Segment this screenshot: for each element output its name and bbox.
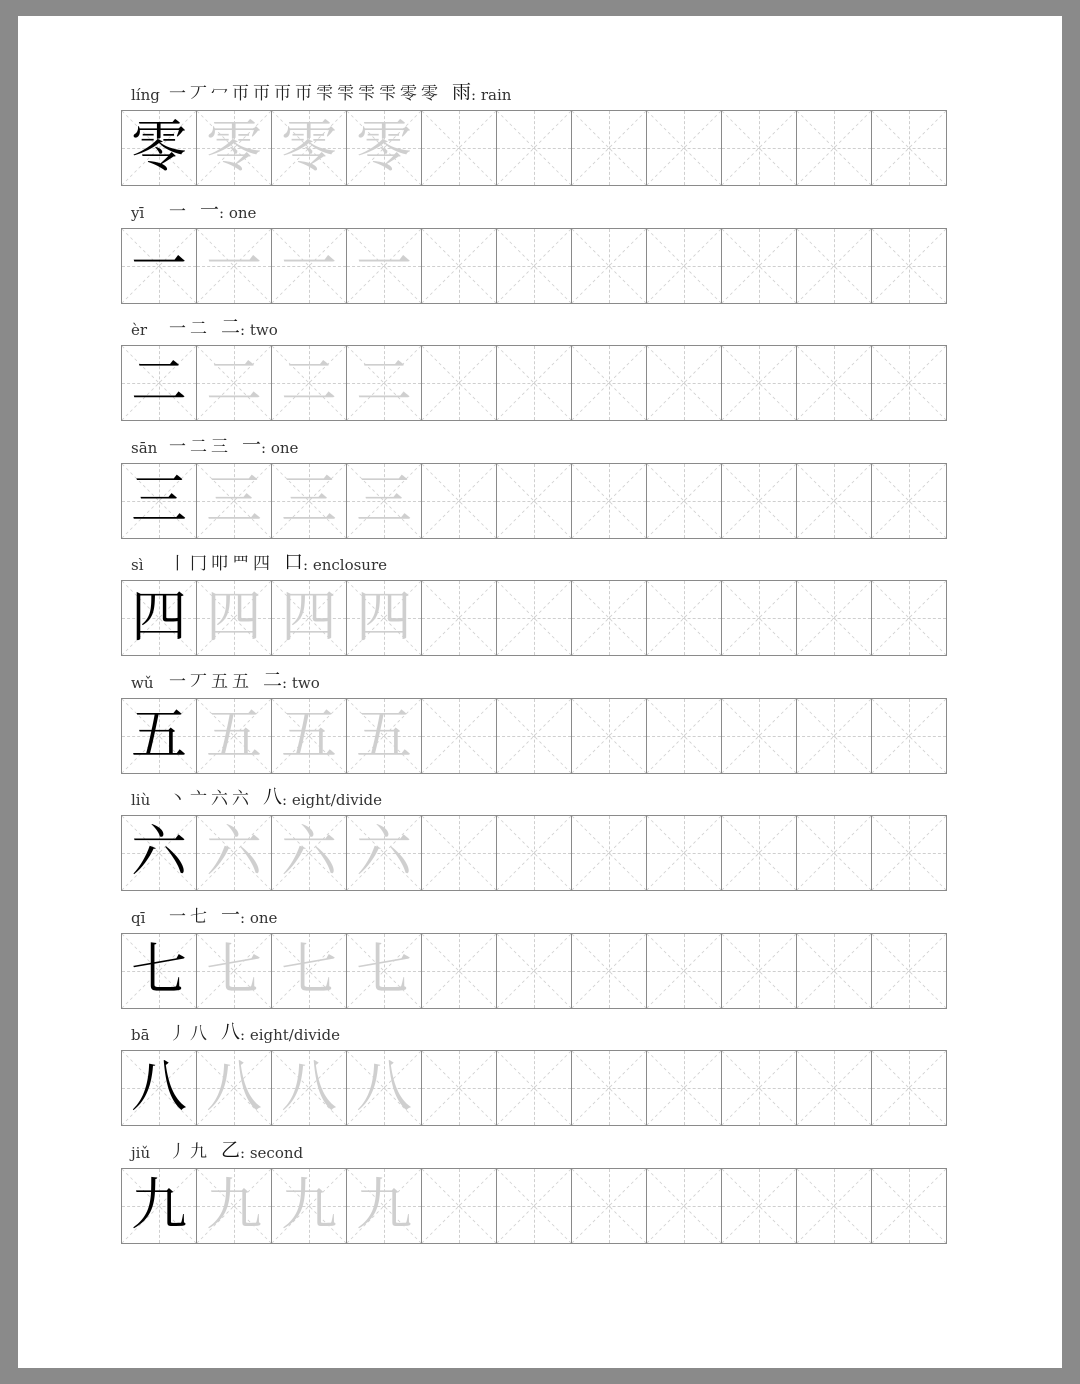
practice-cell[interactable] — [422, 1169, 497, 1243]
practice-cell[interactable] — [872, 1051, 946, 1125]
practice-grid — [121, 110, 947, 186]
radical-meaning: : eight/divide — [240, 1026, 341, 1044]
trace-character: 四 — [356, 585, 412, 650]
trace-character: 五 — [206, 702, 262, 768]
radical: 八 — [263, 786, 283, 808]
guide-diagonals — [722, 229, 796, 303]
practice-cell[interactable] — [647, 1051, 722, 1125]
trace-cell — [272, 1051, 347, 1125]
trace-character: 九 — [281, 1172, 337, 1238]
guide-diagonals — [572, 464, 646, 538]
practice-cell[interactable] — [497, 111, 572, 185]
trace-character: 九 — [356, 1172, 412, 1238]
radical-meaning: : one — [240, 908, 278, 927]
guide-diagonals — [797, 699, 871, 773]
practice-cell[interactable] — [497, 346, 572, 420]
trace-cell — [272, 581, 347, 655]
radical-meaning: : one — [261, 438, 299, 457]
practice-cell[interactable] — [797, 346, 872, 420]
practice-cell[interactable] — [872, 111, 946, 185]
trace-cell — [272, 111, 347, 185]
guide-diagonals — [647, 581, 721, 655]
model-cell — [122, 699, 197, 773]
trace-character: 一 — [281, 232, 337, 298]
pinyin-label: bā — [131, 1026, 150, 1044]
trace-character: 六 — [356, 820, 412, 885]
radical: 口 — [284, 551, 304, 573]
practice-grid — [121, 228, 947, 304]
stroke-order: 一二三 — [169, 436, 232, 457]
guide-diagonals — [572, 111, 646, 185]
trace-cell — [197, 581, 272, 655]
practice-cell[interactable] — [572, 229, 647, 303]
practice-cell[interactable] — [572, 934, 647, 1008]
model-cell — [122, 464, 197, 538]
pinyin-label: yī — [131, 203, 145, 222]
guide-diagonals — [422, 111, 496, 185]
guide-diagonals — [422, 1051, 496, 1125]
guide-diagonals — [647, 699, 721, 773]
row-header — [121, 194, 951, 222]
guide-diagonals — [422, 581, 496, 655]
practice-cell[interactable] — [722, 1051, 797, 1125]
trace-cell — [197, 346, 272, 420]
guide-diagonals — [797, 464, 871, 538]
practice-cell[interactable] — [872, 464, 946, 538]
practice-cell[interactable] — [797, 464, 872, 538]
trace-cell — [272, 464, 347, 538]
model-cell — [122, 346, 197, 420]
trace-character: 八 — [281, 1055, 337, 1120]
practice-cell[interactable] — [647, 229, 722, 303]
trace-character: 六 — [206, 820, 262, 885]
guide-diagonals — [872, 229, 946, 303]
guide-diagonals — [872, 1051, 946, 1125]
guide-diagonals — [572, 1169, 646, 1243]
trace-character: 四 — [281, 585, 337, 650]
row-header — [121, 1134, 951, 1162]
practice-cell[interactable] — [722, 699, 797, 773]
guide-diagonals — [872, 464, 946, 538]
practice-cell[interactable] — [872, 816, 946, 890]
radical: 一 — [200, 198, 220, 221]
guide-diagonals — [872, 1169, 946, 1243]
trace-cell — [347, 346, 422, 420]
trace-character: 五 — [356, 702, 412, 768]
trace-cell — [272, 1169, 347, 1243]
row-header — [121, 781, 951, 809]
trace-character: 一 — [356, 232, 412, 298]
practice-grid — [121, 933, 947, 1009]
practice-cell[interactable] — [722, 581, 797, 655]
practice-cell[interactable] — [797, 816, 872, 890]
guide-diagonals — [572, 229, 646, 303]
practice-cell[interactable] — [572, 816, 647, 890]
trace-character: 零 — [281, 115, 337, 180]
practice-cell[interactable] — [422, 581, 497, 655]
trace-cell — [197, 229, 272, 303]
guide-diagonals — [497, 1051, 571, 1125]
practice-cell[interactable] — [722, 816, 797, 890]
practice-grid — [121, 815, 947, 891]
trace-character: 六 — [281, 820, 337, 885]
trace-character: 八 — [206, 1055, 262, 1120]
practice-cell[interactable] — [422, 229, 497, 303]
row-header — [121, 899, 951, 927]
guide-diagonals — [422, 229, 496, 303]
practice-cell[interactable] — [572, 1169, 647, 1243]
guide-diagonals — [872, 934, 946, 1008]
practice-cell[interactable] — [422, 1051, 497, 1125]
guide-diagonals — [572, 816, 646, 890]
practice-cell[interactable] — [422, 346, 497, 420]
trace-cell — [272, 934, 347, 1008]
guide-diagonals — [497, 699, 571, 773]
trace-cell — [347, 699, 422, 773]
guide-diagonals — [797, 1051, 871, 1125]
guide-diagonals — [647, 229, 721, 303]
stroke-order: 丿八 — [169, 1024, 211, 1044]
guide-diagonals — [872, 816, 946, 890]
practice-cell[interactable] — [722, 229, 797, 303]
radical: 二 — [221, 316, 241, 338]
practice-cell[interactable] — [872, 934, 946, 1008]
stroke-order: 一 — [169, 201, 190, 222]
guide-diagonals — [647, 934, 721, 1008]
trace-cell — [197, 111, 272, 185]
radical-meaning: : one — [219, 203, 257, 222]
practice-cell[interactable] — [647, 464, 722, 538]
practice-cell[interactable] — [797, 229, 872, 303]
row-header — [121, 664, 951, 692]
row-header — [121, 429, 951, 457]
practice-cell[interactable] — [422, 464, 497, 538]
model-cell — [122, 1169, 197, 1243]
guide-diagonals — [497, 111, 571, 185]
row-header — [121, 1016, 951, 1044]
trace-cell — [272, 699, 347, 773]
guide-diagonals — [797, 581, 871, 655]
practice-cell[interactable] — [497, 464, 572, 538]
guide-diagonals — [497, 934, 571, 1008]
model-character: 九 — [131, 1172, 187, 1238]
practice-cell[interactable] — [647, 1169, 722, 1243]
trace-cell — [272, 816, 347, 890]
trace-cell — [347, 581, 422, 655]
trace-cell — [197, 934, 272, 1008]
practice-cell[interactable] — [647, 816, 722, 890]
practice-cell[interactable] — [797, 581, 872, 655]
guide-diagonals — [422, 934, 496, 1008]
practice-cell[interactable] — [722, 464, 797, 538]
guide-diagonals — [422, 816, 496, 890]
guide-diagonals — [497, 346, 571, 420]
pinyin-label: wǔ — [131, 673, 154, 692]
trace-character: 五 — [281, 702, 337, 768]
trace-cell — [347, 1169, 422, 1243]
trace-character: 七 — [281, 937, 337, 1003]
practice-cell[interactable] — [497, 581, 572, 655]
practice-cell[interactable] — [647, 111, 722, 185]
pinyin-label: liù — [131, 791, 151, 809]
model-cell — [122, 581, 197, 655]
practice-cell[interactable] — [572, 111, 647, 185]
guide-diagonals — [722, 111, 796, 185]
model-cell — [122, 934, 197, 1008]
guide-diagonals — [722, 934, 796, 1008]
trace-character: 九 — [206, 1172, 262, 1238]
model-cell — [122, 111, 197, 185]
practice-cell[interactable] — [797, 934, 872, 1008]
guide-diagonals — [797, 346, 871, 420]
practice-cell[interactable] — [797, 699, 872, 773]
guide-diagonals — [497, 816, 571, 890]
practice-grid — [121, 1050, 947, 1126]
trace-cell — [197, 464, 272, 538]
practice-grid — [121, 580, 947, 656]
guide-diagonals — [722, 464, 796, 538]
practice-cell[interactable] — [497, 1051, 572, 1125]
guide-diagonals — [572, 581, 646, 655]
stroke-order: 一二 — [169, 319, 211, 339]
guide-diagonals — [647, 464, 721, 538]
practice-cell[interactable] — [872, 581, 946, 655]
practice-grid — [121, 463, 947, 539]
practice-cell[interactable] — [497, 229, 572, 303]
guide-diagonals — [872, 346, 946, 420]
model-character: 二 — [131, 350, 187, 415]
stroke-order: 一丆冖帀帀帀帀雫雫雫雫零零 — [169, 84, 442, 104]
practice-cell[interactable] — [872, 346, 946, 420]
guide-diagonals — [722, 346, 796, 420]
practice-cell[interactable] — [722, 934, 797, 1008]
practice-cell[interactable] — [422, 111, 497, 185]
practice-cell[interactable] — [422, 934, 497, 1008]
practice-cell[interactable] — [797, 1051, 872, 1125]
radical: 八 — [221, 1021, 241, 1043]
practice-cell[interactable] — [872, 699, 946, 773]
model-character: 三 — [131, 467, 187, 533]
radical-meaning: : rain — [471, 86, 512, 104]
practice-cell[interactable] — [647, 346, 722, 420]
trace-character: 一 — [206, 232, 262, 298]
model-character: 零 — [131, 115, 187, 180]
trace-character: 八 — [356, 1055, 412, 1120]
trace-cell — [347, 816, 422, 890]
trace-character: 二 — [206, 350, 262, 415]
pinyin-label: sān — [131, 438, 158, 457]
trace-cell — [197, 1051, 272, 1125]
practice-cell[interactable] — [572, 346, 647, 420]
practice-cell[interactable] — [497, 1169, 572, 1243]
trace-cell — [197, 816, 272, 890]
row-header — [121, 76, 951, 104]
practice-cell[interactable] — [572, 1051, 647, 1125]
guide-diagonals — [722, 1169, 796, 1243]
practice-cell[interactable] — [872, 229, 946, 303]
trace-cell — [272, 229, 347, 303]
model-character: 一 — [131, 232, 187, 298]
radical: 二 — [263, 668, 283, 691]
guide-diagonals — [647, 111, 721, 185]
practice-cell[interactable] — [497, 699, 572, 773]
trace-character: 四 — [206, 585, 262, 650]
row-header — [121, 546, 951, 574]
guide-diagonals — [422, 346, 496, 420]
trace-character: 三 — [281, 467, 337, 533]
guide-diagonals — [572, 1051, 646, 1125]
guide-diagonals — [797, 111, 871, 185]
guide-diagonals — [497, 581, 571, 655]
practice-cell[interactable] — [572, 464, 647, 538]
practice-cell[interactable] — [422, 816, 497, 890]
guide-diagonals — [572, 934, 646, 1008]
guide-diagonals — [797, 229, 871, 303]
pinyin-label: èr — [131, 321, 148, 339]
radical: 一 — [242, 433, 262, 456]
practice-cell[interactable] — [722, 1169, 797, 1243]
practice-cell[interactable] — [422, 699, 497, 773]
pinyin-label: sì — [131, 556, 144, 574]
practice-cell[interactable] — [647, 934, 722, 1008]
practice-cell[interactable] — [722, 346, 797, 420]
practice-cell[interactable] — [647, 581, 722, 655]
radical-meaning: : two — [282, 673, 320, 692]
stroke-order: 丨冂叩罒四 — [169, 554, 274, 574]
guide-diagonals — [647, 1051, 721, 1125]
guide-diagonals — [647, 1169, 721, 1243]
practice-cell[interactable] — [797, 111, 872, 185]
row-header — [121, 311, 951, 339]
model-character: 七 — [131, 937, 187, 1003]
model-character: 八 — [131, 1055, 187, 1120]
pinyin-label: qī — [131, 908, 146, 927]
model-cell — [122, 229, 197, 303]
guide-diagonals — [422, 1169, 496, 1243]
trace-character: 三 — [206, 467, 262, 533]
guide-diagonals — [497, 464, 571, 538]
trace-character: 零 — [356, 115, 412, 180]
radical: 一 — [221, 903, 241, 926]
trace-character: 二 — [281, 350, 337, 415]
guide-diagonals — [797, 1169, 871, 1243]
guide-diagonals — [422, 699, 496, 773]
guide-diagonals — [722, 699, 796, 773]
practice-cell[interactable] — [797, 1169, 872, 1243]
guide-diagonals — [872, 581, 946, 655]
trace-character: 七 — [356, 937, 412, 1003]
guide-diagonals — [722, 581, 796, 655]
trace-character: 三 — [356, 467, 412, 533]
radical: 雨 — [452, 81, 472, 103]
model-character: 五 — [131, 702, 187, 768]
practice-cell[interactable] — [647, 699, 722, 773]
radical-meaning: : two — [240, 321, 278, 339]
model-cell — [122, 816, 197, 890]
guide-diagonals — [422, 464, 496, 538]
trace-character: 七 — [206, 937, 262, 1003]
guide-diagonals — [872, 699, 946, 773]
guide-diagonals — [647, 346, 721, 420]
guide-diagonals — [722, 816, 796, 890]
trace-cell — [197, 699, 272, 773]
guide-diagonals — [572, 699, 646, 773]
model-cell — [122, 1051, 197, 1125]
radical-meaning: : second — [240, 1143, 304, 1162]
practice-grid — [121, 698, 947, 774]
stroke-order: 一丆五五 — [169, 671, 253, 692]
worksheet-page — [18, 16, 1062, 1368]
model-character: 六 — [131, 820, 187, 885]
stroke-order: 丿九 — [169, 1141, 211, 1162]
guide-diagonals — [647, 816, 721, 890]
trace-character: 二 — [356, 350, 412, 415]
trace-cell — [347, 464, 422, 538]
trace-cell — [347, 934, 422, 1008]
trace-character: 零 — [206, 115, 262, 180]
guide-diagonals — [572, 346, 646, 420]
pinyin-label: líng — [131, 86, 160, 104]
radical-meaning: : enclosure — [303, 556, 388, 574]
stroke-order: 一七 — [169, 906, 211, 927]
trace-cell — [347, 1051, 422, 1125]
guide-diagonals — [797, 816, 871, 890]
practice-grid — [121, 1168, 947, 1244]
practice-cell[interactable] — [497, 934, 572, 1008]
practice-cell[interactable] — [572, 581, 647, 655]
practice-cell[interactable] — [722, 111, 797, 185]
trace-cell — [347, 229, 422, 303]
guide-diagonals — [497, 229, 571, 303]
model-character: 四 — [131, 585, 187, 650]
guide-diagonals — [797, 934, 871, 1008]
stroke-order: 丶亠六六 — [169, 789, 253, 809]
radical-meaning: : eight/divide — [282, 791, 383, 809]
guide-diagonals — [497, 1169, 571, 1243]
trace-cell — [197, 1169, 272, 1243]
radical: 乙 — [221, 1138, 241, 1161]
guide-diagonals — [722, 1051, 796, 1125]
guide-diagonals — [872, 111, 946, 185]
practice-cell[interactable] — [872, 1169, 946, 1243]
pinyin-label: jiǔ — [131, 1143, 151, 1162]
practice-cell[interactable] — [572, 699, 647, 773]
trace-cell — [347, 111, 422, 185]
practice-grid — [121, 345, 947, 421]
practice-cell[interactable] — [497, 816, 572, 890]
trace-cell — [272, 346, 347, 420]
